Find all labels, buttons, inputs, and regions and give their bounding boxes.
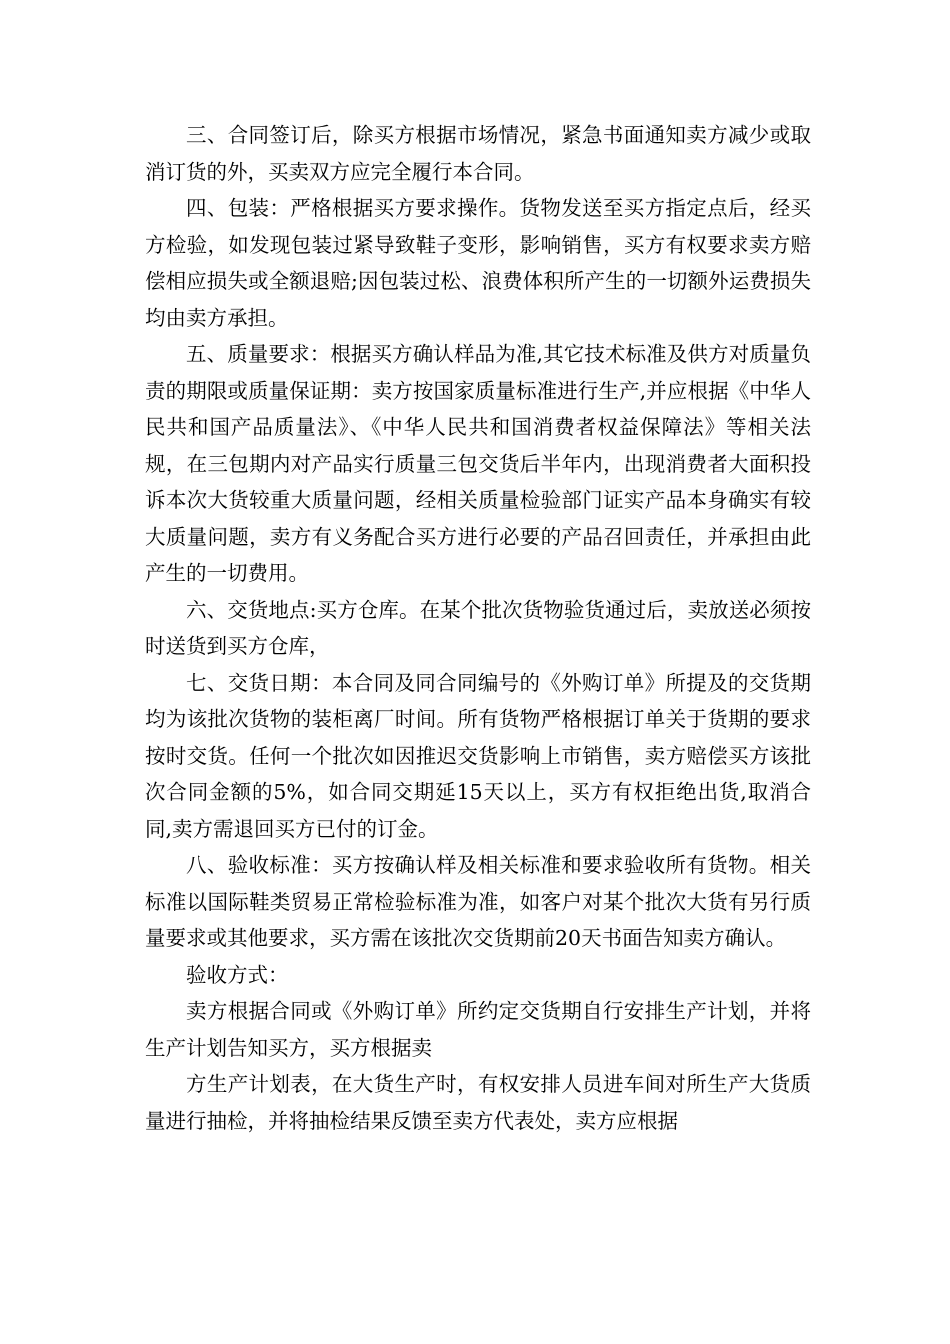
document-body [145, 117, 811, 1139]
clause-6-delivery-location-paragraph: 六、交货地点:买方仓库。在某个批次货物验货通过后，卖放送必须按时送货到买方仓库， [145, 597, 811, 658]
acceptance-method-paragraph-1: 卖方根据合同或《外购订单》所约定交货期自行安排生产计划，并将生产计划告知买方，买方根据卖 [145, 999, 811, 1060]
acceptance-method-heading: 验收方式： [186, 962, 289, 987]
clause-8-acceptance-standard-paragraph: 八、验收标准：买方按确认样及相关标准和要求验收所有货物。相关标准以国际鞋类贸易正常检验标准为准，如客户对某个批次大货有另行质量要求或其他要求，买方需在该批次交货期前20天书面告知卖方确认。 [145, 853, 811, 950]
acceptance-method-paragraph-2: 方生产计划表，在大货生产时，有权安排人员进车间对所生产大货质量进行抽检，并将抽检结果反馈至卖方代表处，卖方应根据 [145, 1072, 811, 1133]
clause-4-packaging-paragraph: 四、包装：严格根据买方要求操作。货物发送至买方指定点后，经买方检验，如发现包装过紧导致鞋子变形，影响销售，买方有权要求卖方赔偿相应损失或全额退赔;因包装过松、浪费体积所产生的一切额外运费损失均由卖方承担。 [145, 196, 811, 330]
clause-7-delivery-date-paragraph: 七、交货日期：本合同及同合同编号的《外购订单》所提及的交货期均为该批次货物的装柜离厂时间。所有货物严格根据订单关于货期的要求按时交货。任何一个批次如因推迟交货影响上市销售，卖方赔偿买方该批次合同金额的5%，如合同交期延15天以上，买方有权拒绝出货,取消合同,卖方需退回买方已付的订金。 [145, 670, 811, 841]
clause-3-paragraph: 三、合同签订后，除买方根据市场情况，紧急书面通知卖方减少或取消订货的外，买卖双方应完全履行本合同。 [145, 123, 811, 184]
clause-5-quality-paragraph: 五、质量要求：根据买方确认样品为准,其它技术标准及供方对质量负责的期限或质量保证期：卖方按国家质量标准进行生产,并应根据《中华人民共和国产品质量法》、《中华人民共和国消费者权益保障法》等相关法规，在三包期内对产品实行质量三包交货后半年内，出现消费者大面积投诉本次大货较重大质量问题，经相关质量检验部门证实产品本身确实有较大质量问题，卖方有义务配合买方进行必要的产品召回责任，并承担由此产生的一切费用。 [145, 342, 811, 585]
